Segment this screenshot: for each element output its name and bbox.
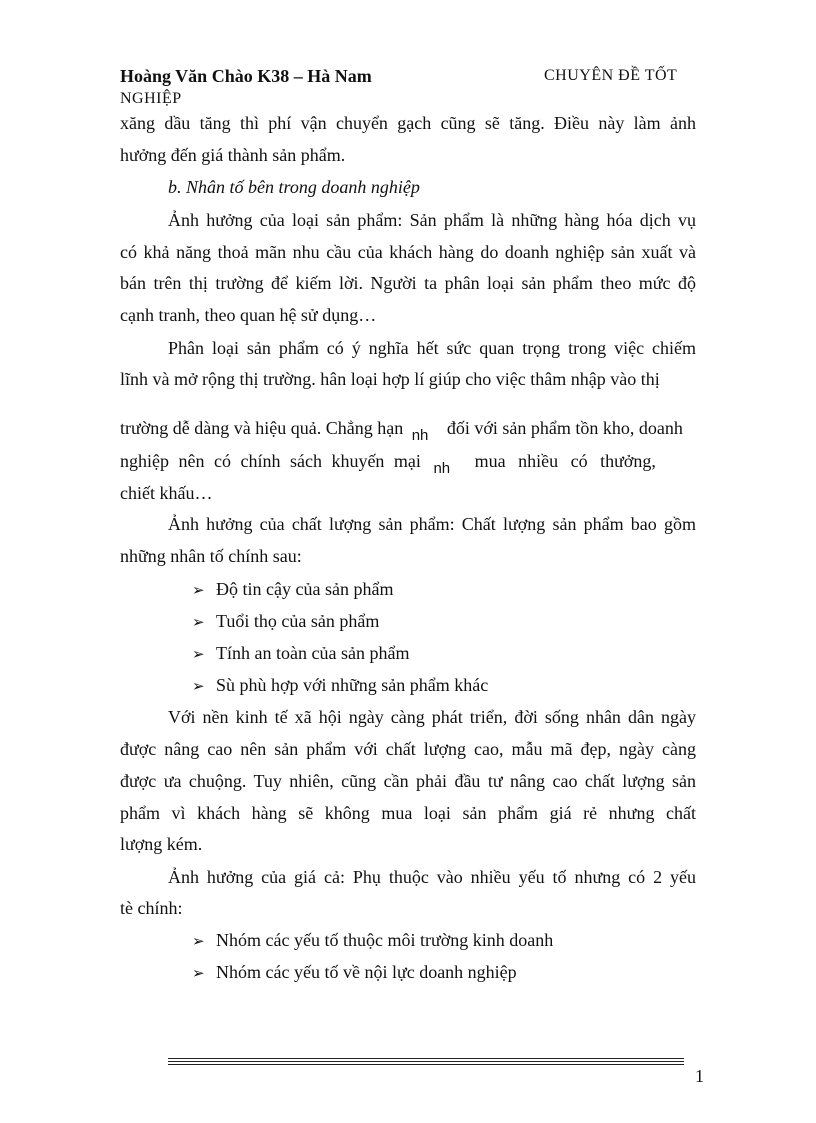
paragraph-line: chiết khấu… (120, 483, 213, 503)
paragraph-line: Ảnh hưởng của loại sản phẩm: Sản phẩm là những hàng hóa dịch vụ (168, 210, 696, 230)
list-item: ➢ Sù phù hợp với những sản phẩm khác (192, 674, 488, 698)
footer-divider (168, 1058, 684, 1059)
paragraph-line: cạnh tranh, theo quan hệ sử dụng… (120, 305, 377, 325)
paragraph-line: có khả năng thoả mãn nhu cầu của khách hàng do doanh nghiệp sản xuất và (120, 242, 696, 262)
arrow-bullet-icon: ➢ (192, 679, 205, 695)
arrow-bullet-icon: ➢ (192, 966, 205, 982)
paragraph-line: được nâng cao nên sản phẩm với chất lượng cao, mẫu mã đẹp, ngày càng (120, 739, 696, 759)
paragraph-line: được ưa chuộng. Tuy nhiên, cũng cần phải đầu tư nâng cao chất lượng sản (120, 771, 696, 791)
list-item: ➢ Tuổi thọ của sản phẩm (192, 610, 379, 634)
header-title: CHUYÊN ĐỀ TỐT (544, 67, 678, 84)
list-item: ➢ Tính an toàn của sản phẩm (192, 642, 409, 666)
paragraph-line: lĩnh và mở rộng thị trường. hân loại hợp lí giúp cho việc thâm nhập vào thị (120, 369, 660, 389)
paragraph-line: lượng kém. (120, 834, 203, 854)
header-author: Hoàng Văn Chào K38 – Hà Nam (120, 66, 372, 86)
paragraph-line: tè chính: (120, 898, 183, 918)
paragraph-line: Với nền kinh tế xã hội ngày càng phát triển, đời sống nhân dân ngày (168, 707, 696, 727)
line-segment: trường dễ dàng và hiệu quả. Chẳng hạn (120, 418, 404, 438)
header-title-continued: NGHIỆP (120, 90, 182, 107)
paragraph-line: bán trên thị trường để kiếm lời. Người ta phân loại sản phẩm theo mức độ (120, 273, 696, 293)
line-segment: đối với sản phẩm tồn kho, doanh (446, 418, 683, 438)
list-item: ➢ Nhóm các yếu tố thuộc môi trường kinh doanh (192, 929, 553, 953)
paragraph-line: Phân loại sản phẩm có ý nghĩa hết sức quan trọng trong việc chiếm (168, 338, 696, 358)
paragraph-line: phẩm vì khách hàng sẽ không mua loại sản phẩm giá rẻ nhưng chất (120, 803, 696, 823)
paragraph-line (120, 417, 696, 444)
paragraph-line: Ảnh hưởng của giá cả: Phụ thuộc vào nhiều yếu tố nhưng có 2 yếu (168, 867, 696, 887)
paragraph-line (120, 450, 696, 477)
list-item: ➢ Nhóm các yếu tố về nội lực doanh nghiệp (192, 961, 517, 985)
subscript-fragment: nh (433, 460, 451, 477)
arrow-bullet-icon: ➢ (192, 583, 205, 599)
paragraph-line: hưởng đến giá thành sản phẩm. (120, 145, 346, 165)
page-number: 1 (695, 1066, 704, 1086)
line-segment: nghiệp nên có chính sách khuyến mại (120, 451, 421, 471)
footer-divider (168, 1064, 684, 1065)
arrow-bullet-icon: ➢ (192, 647, 205, 663)
paragraph-line: những nhân tố chính sau: (120, 546, 302, 566)
arrow-bullet-icon: ➢ (192, 615, 205, 631)
subscript-fragment: nh (411, 427, 429, 444)
footer-divider (168, 1061, 684, 1062)
paragraph-line: Ảnh hưởng của chất lượng sản phẩm: Chất lượng sản phẩm bao gồm (168, 514, 696, 534)
section-heading: b. Nhân tố bên trong doanh nghiệp (168, 177, 420, 197)
line-segment: mua nhiều có thưởng, (474, 451, 656, 471)
arrow-bullet-icon: ➢ (192, 934, 205, 950)
list-item: ➢ Độ tin cậy của sản phẩm (192, 578, 393, 602)
paragraph-line: xăng dầu tăng thì phí vận chuyển gạch cũng sẽ tăng. Điều này làm ảnh (120, 113, 696, 133)
